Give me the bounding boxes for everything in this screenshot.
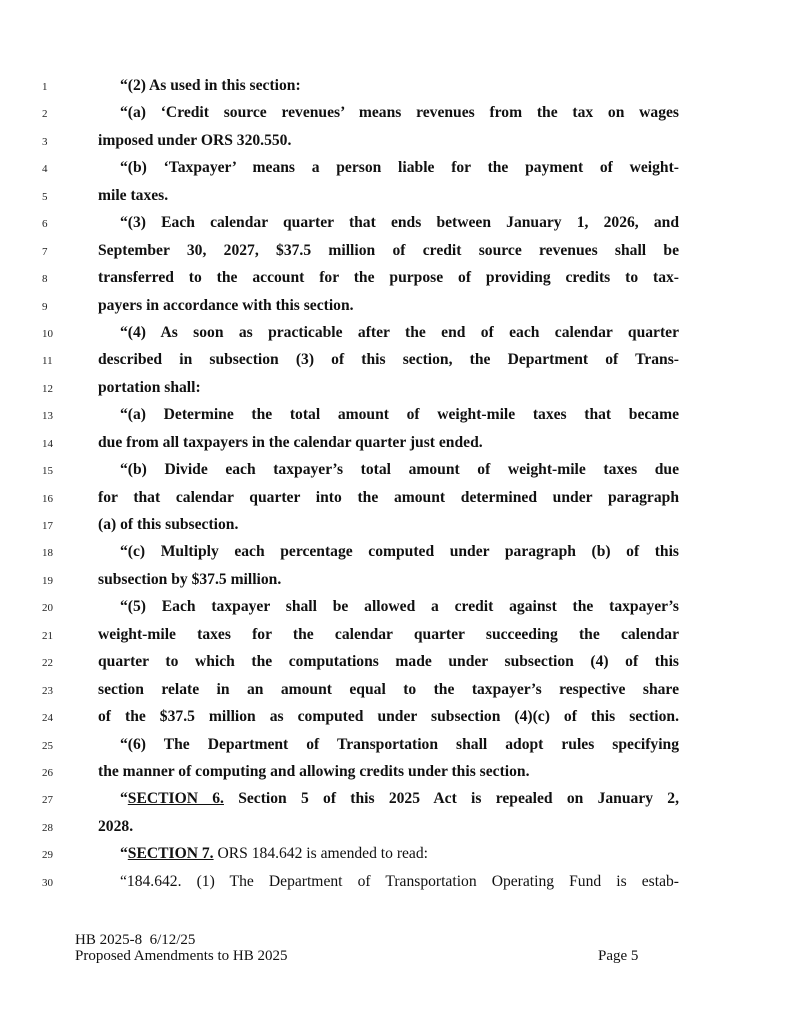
line-text: “(5) Each taxpayer shall be allowed a credit against the taxpayer’s [120,598,679,616]
text-line [0,595,800,622]
line-number: 30 [42,876,53,889]
line-text: “(2) As used in this section: [120,77,301,94]
line-text: portation shall: [98,378,201,396]
line-number: 7 [42,245,48,258]
text-line [0,211,800,238]
text-line [0,74,800,101]
line-number: 1 [42,81,48,93]
line-number: 26 [42,766,53,779]
text-line [0,403,800,430]
bill-number: HB 2025-8 [75,932,143,948]
text-line [0,650,800,677]
text-line [0,101,800,128]
line-text: mile taxes. [98,186,169,204]
line-text: section relate in an amount equal to the taxpayer’s respective share [98,680,679,698]
footer-bill-row [75,932,675,948]
page-footer [75,932,675,964]
line-number: 12 [42,382,53,395]
line-number: 22 [42,657,53,670]
line-number: 8 [42,273,48,286]
text-line [0,129,800,156]
line-number: 9 [42,300,48,313]
text-line [0,184,800,211]
footer-title-row [75,948,675,964]
text-line [0,760,800,787]
line-text: September 30, 2027, $37.5 million of credit source revenues shall be [98,241,679,259]
line-number: 19 [42,574,53,587]
text-line [0,513,800,540]
text-line [0,733,800,760]
line-number: 17 [42,520,53,532]
text-line [0,458,800,485]
text-line [0,678,800,705]
line-text: of the $37.5 million as computed under subsection (4)(c) of this section. [98,708,679,726]
text-line [0,870,800,897]
line-text [120,844,679,864]
line-number: 18 [42,547,53,560]
text-line [0,376,800,403]
line-text: “184.642. (1) The Department of Transportation Operating Fund is estab- [120,872,679,890]
section-heading: SECTION 7. [127,845,214,863]
line-number: 3 [42,135,48,148]
line-text: imposed under ORS 320.550. [98,131,292,149]
line-text: “(c) Multiply each percentage computed under paragraph (b) of this [120,543,679,561]
text-line [0,815,800,842]
line-text [120,789,679,809]
line-number: 28 [42,821,53,834]
line-text: “(b) Divide each taxpayer’s total amount of weight-mile taxes due [120,461,679,479]
line-number: 21 [42,629,53,642]
line-text: the manner of computing and allowing credits under this section. [98,762,530,780]
bill-date: 6/12/25 [149,932,196,948]
text-line [0,321,800,348]
line-text: “(4) As soon as practicable after the end of each calendar quarter [120,323,679,341]
text-line [0,294,800,321]
line-text: “(3) Each calendar quarter that ends between January 1, 2026, and [120,214,679,232]
line-number: 25 [42,739,53,752]
line-text: “(b) ‘Taxpayer’ means a person liable for the payment of weight- [120,159,679,177]
line-number: 24 [42,712,53,725]
line-text: for that calendar quarter into the amount determined under paragraph [98,488,679,506]
line-number: 27 [42,794,53,807]
text-line [0,540,800,567]
line-text: transferred to the account for the purpose of providing credits to tax- [98,269,679,287]
line-number: 16 [42,492,53,505]
text-line [0,787,800,814]
open-quote: “ [120,790,128,808]
line-text: due from all taxpayers in the calendar quarter just ended. [98,433,483,451]
page-number: Page 5 [598,948,639,964]
line-text: weight-mile taxes for the calendar quarter succeeding the calendar [98,625,679,643]
line-number: 10 [42,327,53,340]
line-number: 14 [42,437,53,450]
line-text: (a) of this subsection. [98,516,239,533]
line-number: 15 [42,465,53,478]
text-line [0,568,800,595]
section-heading: SECTION 6. [127,790,224,808]
line-text: payers in accordance with this section. [98,296,354,314]
text-line [0,705,800,732]
text-line [0,239,800,266]
document-title: Proposed Amendments to HB 2025 [75,948,288,964]
line-number: 5 [42,190,48,203]
text-line [0,348,800,375]
line-number: 11 [42,355,53,368]
section-text: ORS 184.642 is amended to read: [213,845,428,863]
text-line [0,486,800,513]
text-line [0,156,800,183]
line-text: “(a) ‘Credit source revenues’ means revenues from the tax on wages [120,104,679,122]
text-line [0,842,800,869]
line-number: 2 [42,108,48,121]
line-number: 29 [42,849,53,862]
line-number: 6 [42,218,48,231]
line-text: described in subsection (3) of this section, the Department of Trans- [98,351,679,369]
line-number: 4 [42,163,48,176]
line-text: “(a) Determine the total amount of weight-mile taxes that became [120,406,679,424]
text-line [0,623,800,650]
text-line [0,266,800,293]
line-number: 20 [42,602,53,615]
line-text: subsection by $37.5 million. [98,570,282,588]
line-text: 2028. [98,817,134,835]
line-number: 13 [42,410,53,423]
bill-text [0,74,800,897]
line-text: quarter to which the computations made under subsection (4) of this [98,653,679,671]
open-quote: “ [120,845,128,863]
text-line [0,431,800,458]
line-number: 23 [42,684,53,697]
section-text: Section 5 of this 2025 Act is repealed on January 2, [223,790,679,808]
line-text: “(6) The Department of Transportation shall adopt rules specifying [120,735,679,753]
